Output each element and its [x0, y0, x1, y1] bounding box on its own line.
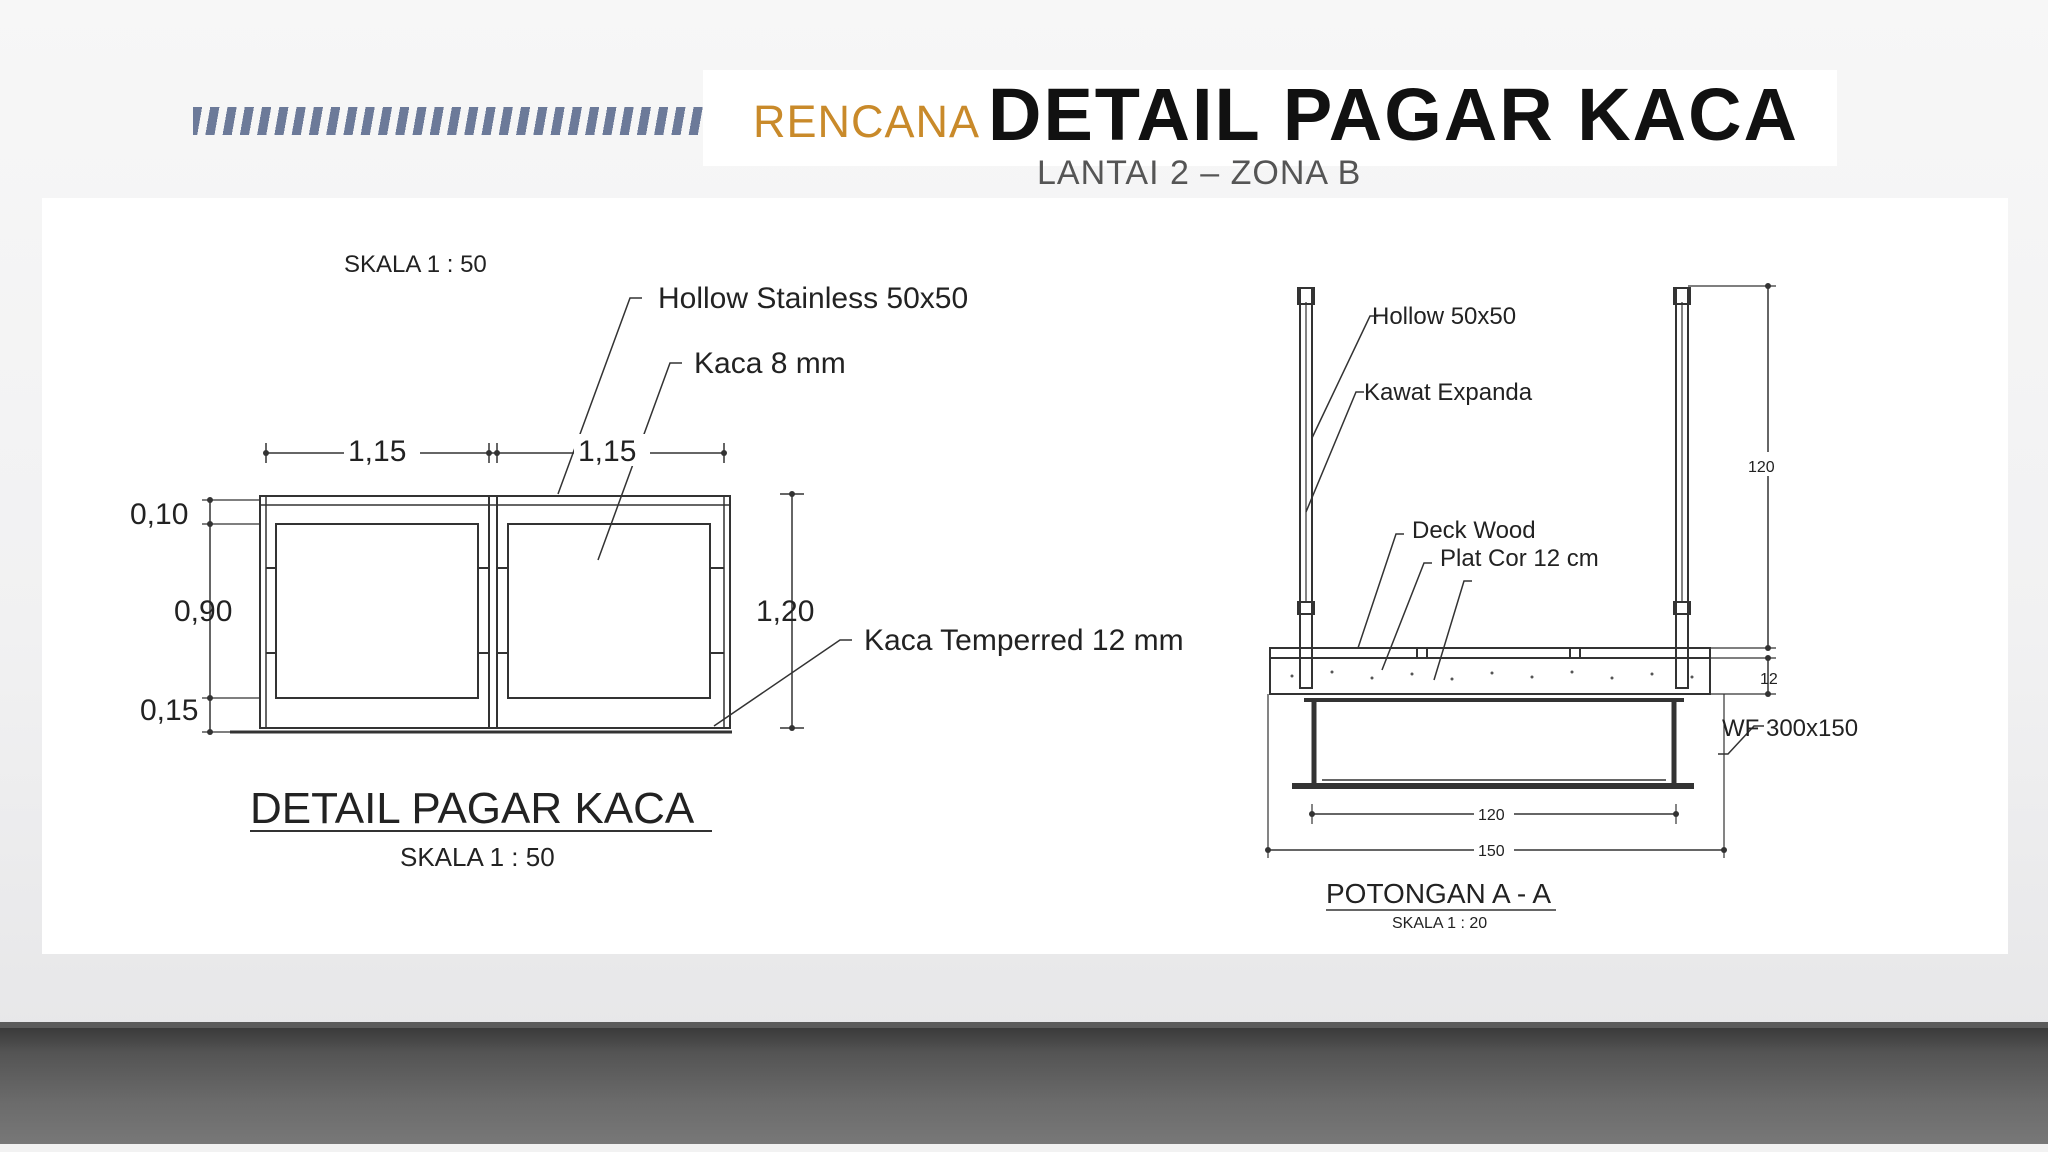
dim-width-left: 1,15	[348, 435, 407, 468]
dim-outer-width: 150	[1478, 843, 1505, 860]
label-deck-wood: Deck Wood	[1412, 517, 1536, 544]
title-prefix: RENCANA	[753, 96, 981, 147]
plat-cor-slab	[1270, 658, 1710, 694]
right-caption: POTONGAN A - A	[1326, 878, 1552, 909]
dim-inner-width: 120	[1478, 807, 1505, 824]
rail-frame	[260, 496, 730, 728]
dim-rail-height: 120	[1748, 459, 1775, 476]
left-scale-top: SKALA 1 : 50	[344, 251, 487, 278]
dim-height-total: 1,20	[756, 595, 815, 628]
dim-height-mid: 0,90	[174, 595, 233, 628]
right-caption-scale: SKALA 1 : 20	[1392, 915, 1488, 932]
drawing-panel	[42, 198, 2008, 954]
left-caption-scale: SKALA 1 : 50	[400, 842, 555, 872]
drawing-canvas	[42, 198, 2008, 954]
label-kaca-tempered: Kaca Temperred 12 mm	[864, 624, 1184, 657]
label-hollow-50x50: Hollow 50x50	[1372, 303, 1517, 330]
left-caption: DETAIL PAGAR KACA	[250, 784, 695, 833]
left-dimension-ticks	[207, 450, 795, 735]
label-wf-beam: WF 300x150	[1722, 715, 1859, 742]
floor-background	[0, 1028, 2048, 1152]
dim-height-top: 0,10	[130, 498, 189, 531]
dim-width-right: 1,15	[578, 435, 637, 468]
label-plat-cor: Plat Cor 12 cm	[1440, 545, 1599, 572]
label-kawat-expanda: Kawat Expanda	[1364, 379, 1533, 406]
deck-wood	[1270, 648, 1710, 658]
dim-slab-thickness: 12	[1760, 671, 1778, 688]
decorative-stripes	[193, 107, 703, 135]
floor-edge-bottom	[0, 1144, 2048, 1152]
label-kaca-8mm: Kaca 8 mm	[694, 347, 846, 380]
glass-panel-right	[508, 524, 710, 698]
dim-height-bottom: 0,15	[140, 694, 199, 727]
page-subtitle: LANTAI 2 – ZONA B	[1037, 154, 1362, 192]
glass-panel-left	[276, 524, 478, 698]
page-title: DETAIL PAGAR KACA	[988, 73, 1799, 156]
slab-texture	[1291, 671, 1694, 681]
label-hollow-stainless: Hollow Stainless 50x50	[658, 282, 969, 315]
